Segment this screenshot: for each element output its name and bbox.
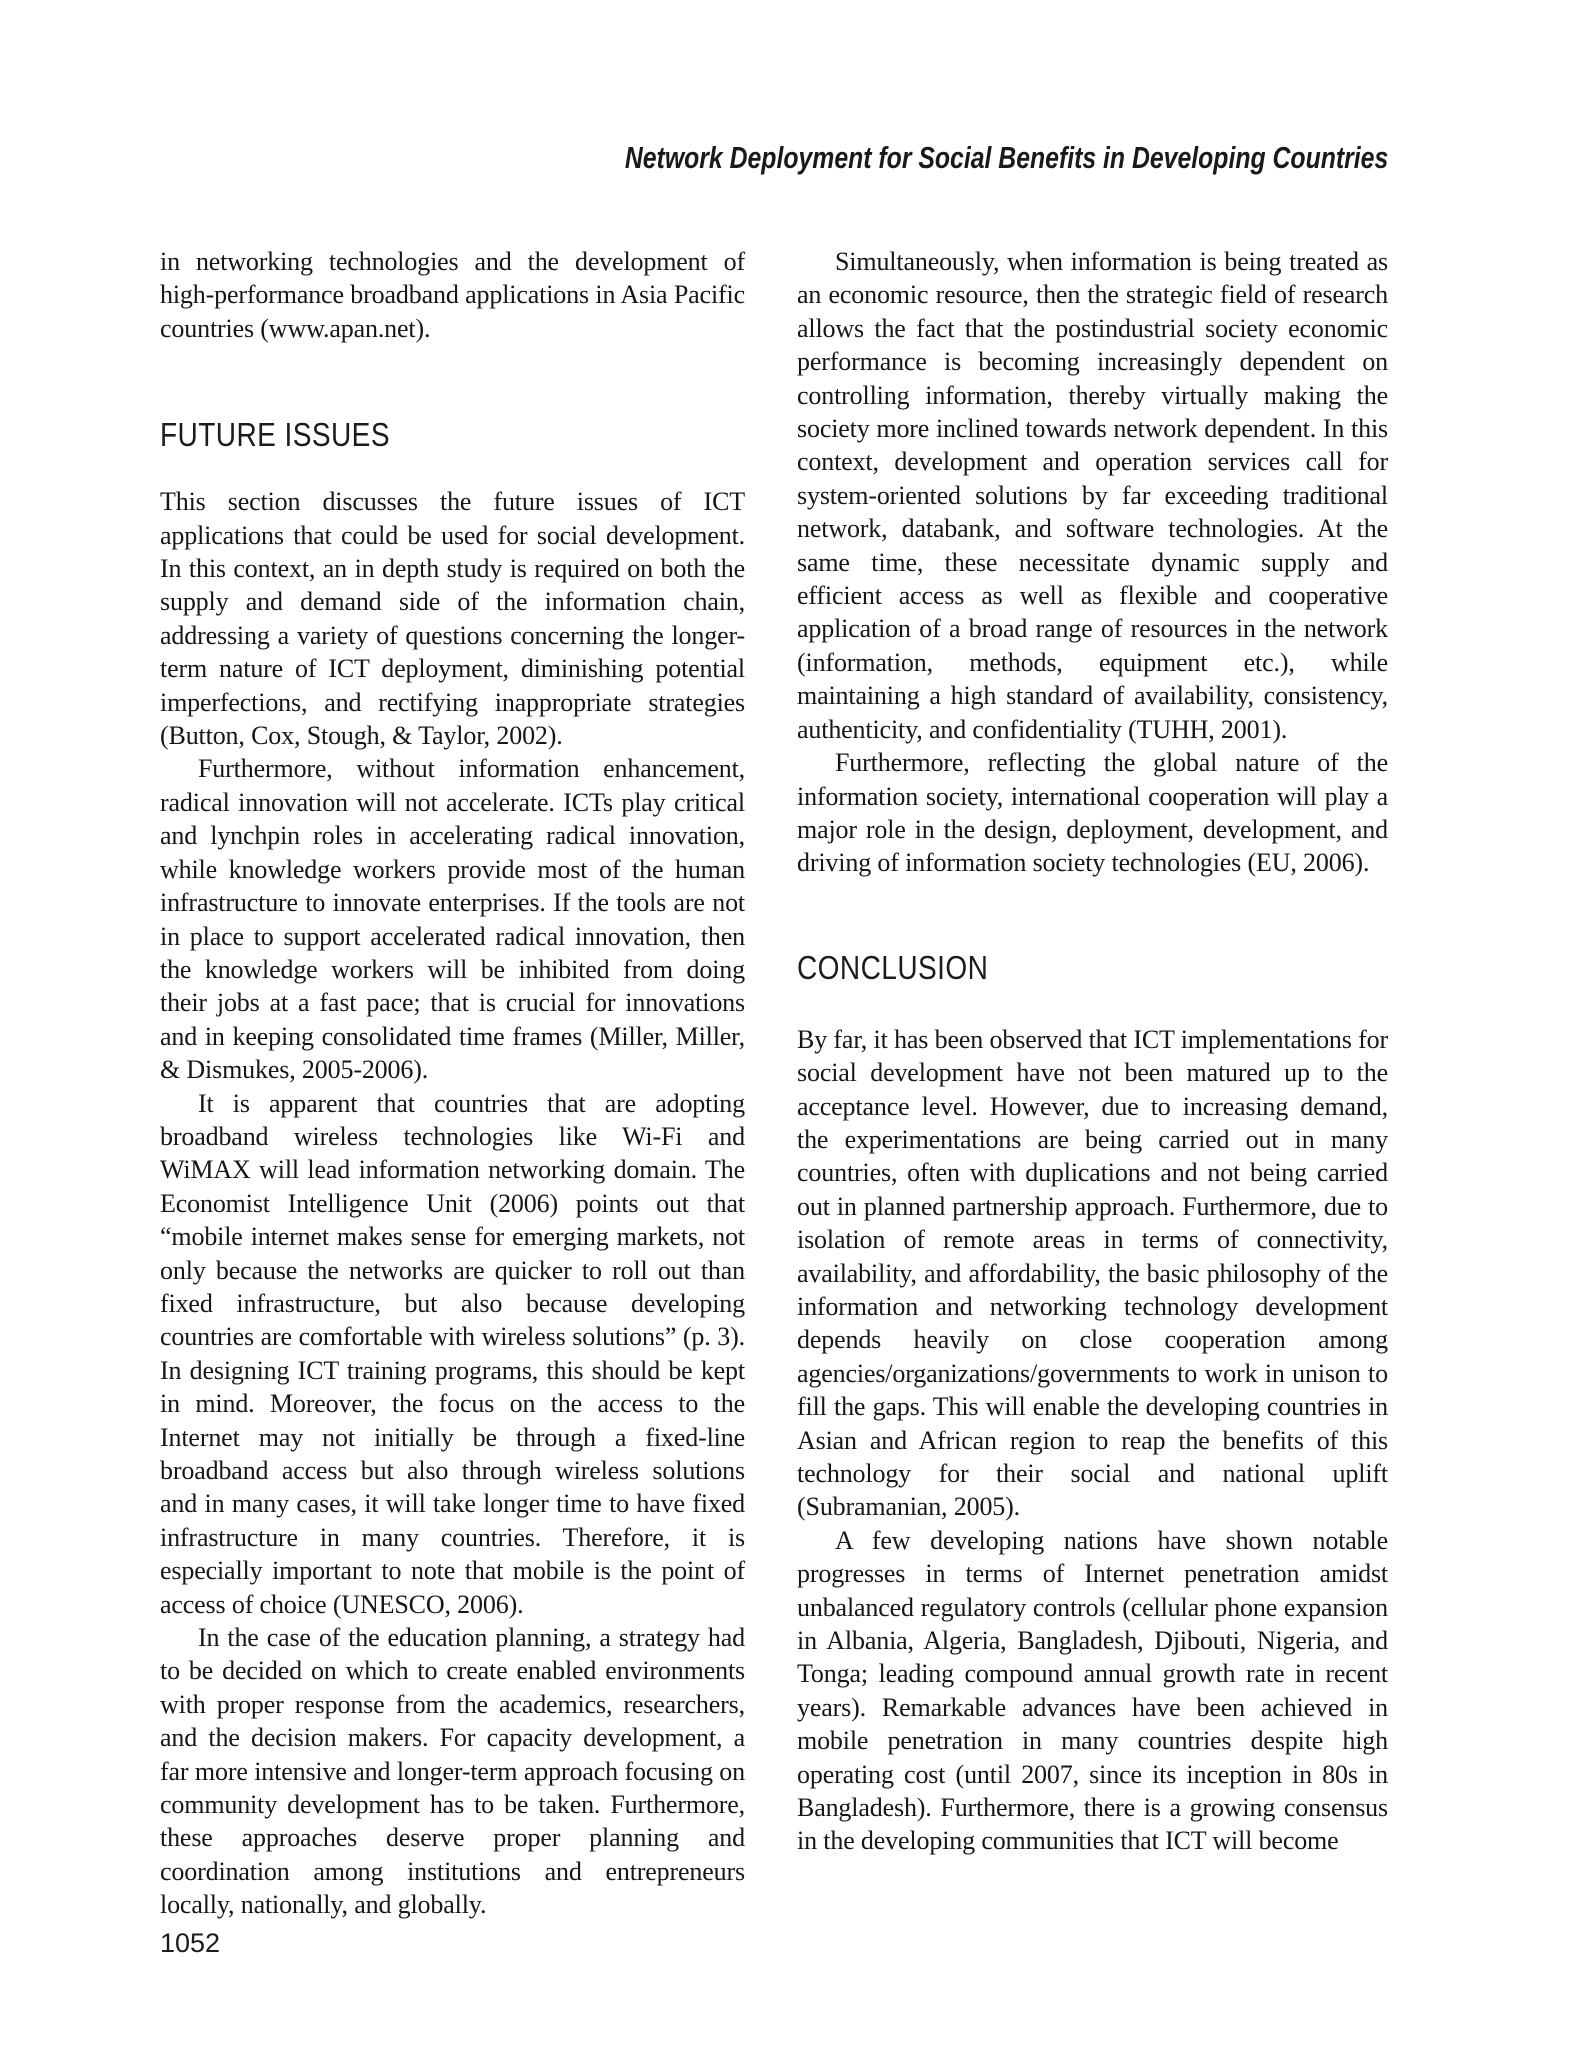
block-quote: in networking technologies and the development of high-performance broadband applications in Asia Pacific countries (www.apan.net). xyxy=(160,247,745,343)
section-heading-conclusion: CONCLUSION xyxy=(797,948,989,986)
paragraph: Furthermore, without information enhancement, radical innovation will not accelerate. ICTs play critical and lynchpin roles in accelerating radical innovation, while knowledge workers provide most of the human infrastructure to innovate enterprises. If the tools are not in place to support accelerated radical innovation, then the knowledge workers will be inhibited from doing their jobs at a fast pace; that is crucial for innovations and in keeping consolidated time frames (Miller, Miller, & Dismukes, 2005-2006). xyxy=(160,754,745,1085)
paragraph: By far, it has been observed that ICT implementations for social development have not been matured up to the acceptance level. However, due to increasing demand, the experimentations are being carried out in many countries, often with duplications and not being carried out in planned partnership approach. Furthermore, due to isolation of remote areas in terms of connectivity, availability, and affordability, the basic philosophy of the information and networking technology development depends heavily on close cooperation among agencies/organizations/governments to work in unison to fill the gaps. This will enable the developing countries in Asian and African region to reap the benefits of this technology for their social and national uplift (Subramanian, 2005). xyxy=(797,1024,1388,1522)
paragraph: This section discusses the future issues of ICT applications that could be used for social development. In this context, an in depth study is required on both the supply and demand side of the information chain, addressing a variety of questions concerning the longer-term nature of ICT deployment, diminishing potential imperfections, and rectifying inappropriate strategies (Button, Cox, Stough, & Taylor, 2002). xyxy=(160,487,745,751)
left-column xyxy=(160,245,745,1922)
right-column xyxy=(797,245,1388,1858)
section-heading-future-issues: FUTURE ISSUES xyxy=(160,416,390,454)
paragraph: In the case of the education planning, a strategy had to be decided on which to create enabled environments with proper response from the academics, researchers, and the decision makers. For capacity development, a far more intensive and longer-term approach focusing on community development has to be taken. Furthermore, these approaches deserve proper planning and coordination among institutions and entrepreneurs locally, nationally, and globally. xyxy=(160,1623,745,1920)
paragraph: Furthermore, reflecting the global nature of the information society, international cooperation will play a major role in the design, deployment, development, and driving of information society technologies (EU, 2006). xyxy=(797,748,1388,878)
paragraph: Simultaneously, when information is being treated as an economic resource, then the strategic field of research allows the fact that the postindustrial society economic performance is becoming increasingly dependent on controlling information, thereby virtually making the society more inclined towards network dependent. In this context, development and operation services call for system-oriented solutions by far exceeding traditional network, databank, and software technologies. At the same time, these necessitate dynamic supply and efficient access as well as flexible and cooperative application of a broad range of resources in the network (information, methods, equipment etc.), while maintaining a high standard of availability, consistency, authenticity, and confidentiality (TUHH, 2001). xyxy=(797,247,1388,744)
paragraph: A few developing nations have shown notable progresses in terms of Internet penetration amidst unbalanced regulatory controls (cellular phone expansion in Albania, Algeria, Bangladesh, Djibouti, Nigeria, and Tonga; leading compound annual growth rate in recent years). Remarkable advances have been achieved in mobile penetration in many countries despite high operating cost (until 2007, since its inception in 80s in Bangladesh). Furthermore, there is a growing consensus in the developing communities that ICT will become xyxy=(797,1525,1388,1856)
page-number: 1052 xyxy=(160,1928,221,1958)
running-head: Network Deployment for Social Benefits in Developing Countries xyxy=(624,140,1388,175)
paragraph: It is apparent that countries that are adopting broadband wireless technologies like Wi-Fi and WiMAX will lead information networking domain. The Economist Intelligence Unit (2006) points out that “mobile internet makes sense for emerging markets, not only because the networks are quicker to roll out than fixed infrastructure, but also because developing countries are comfortable with wireless solutions” (p. 3). In designing ICT training programs, this should be kept in mind. Moreover, the focus on the access to the Internet may not initially be through a fixed-line broadband access but also through wireless solutions and in many cases, it will take longer time to have fixed infrastructure in many countries. Therefore, it is especially important to note that mobile is the point of access of choice (UNESCO, 2006). xyxy=(160,1088,745,1619)
